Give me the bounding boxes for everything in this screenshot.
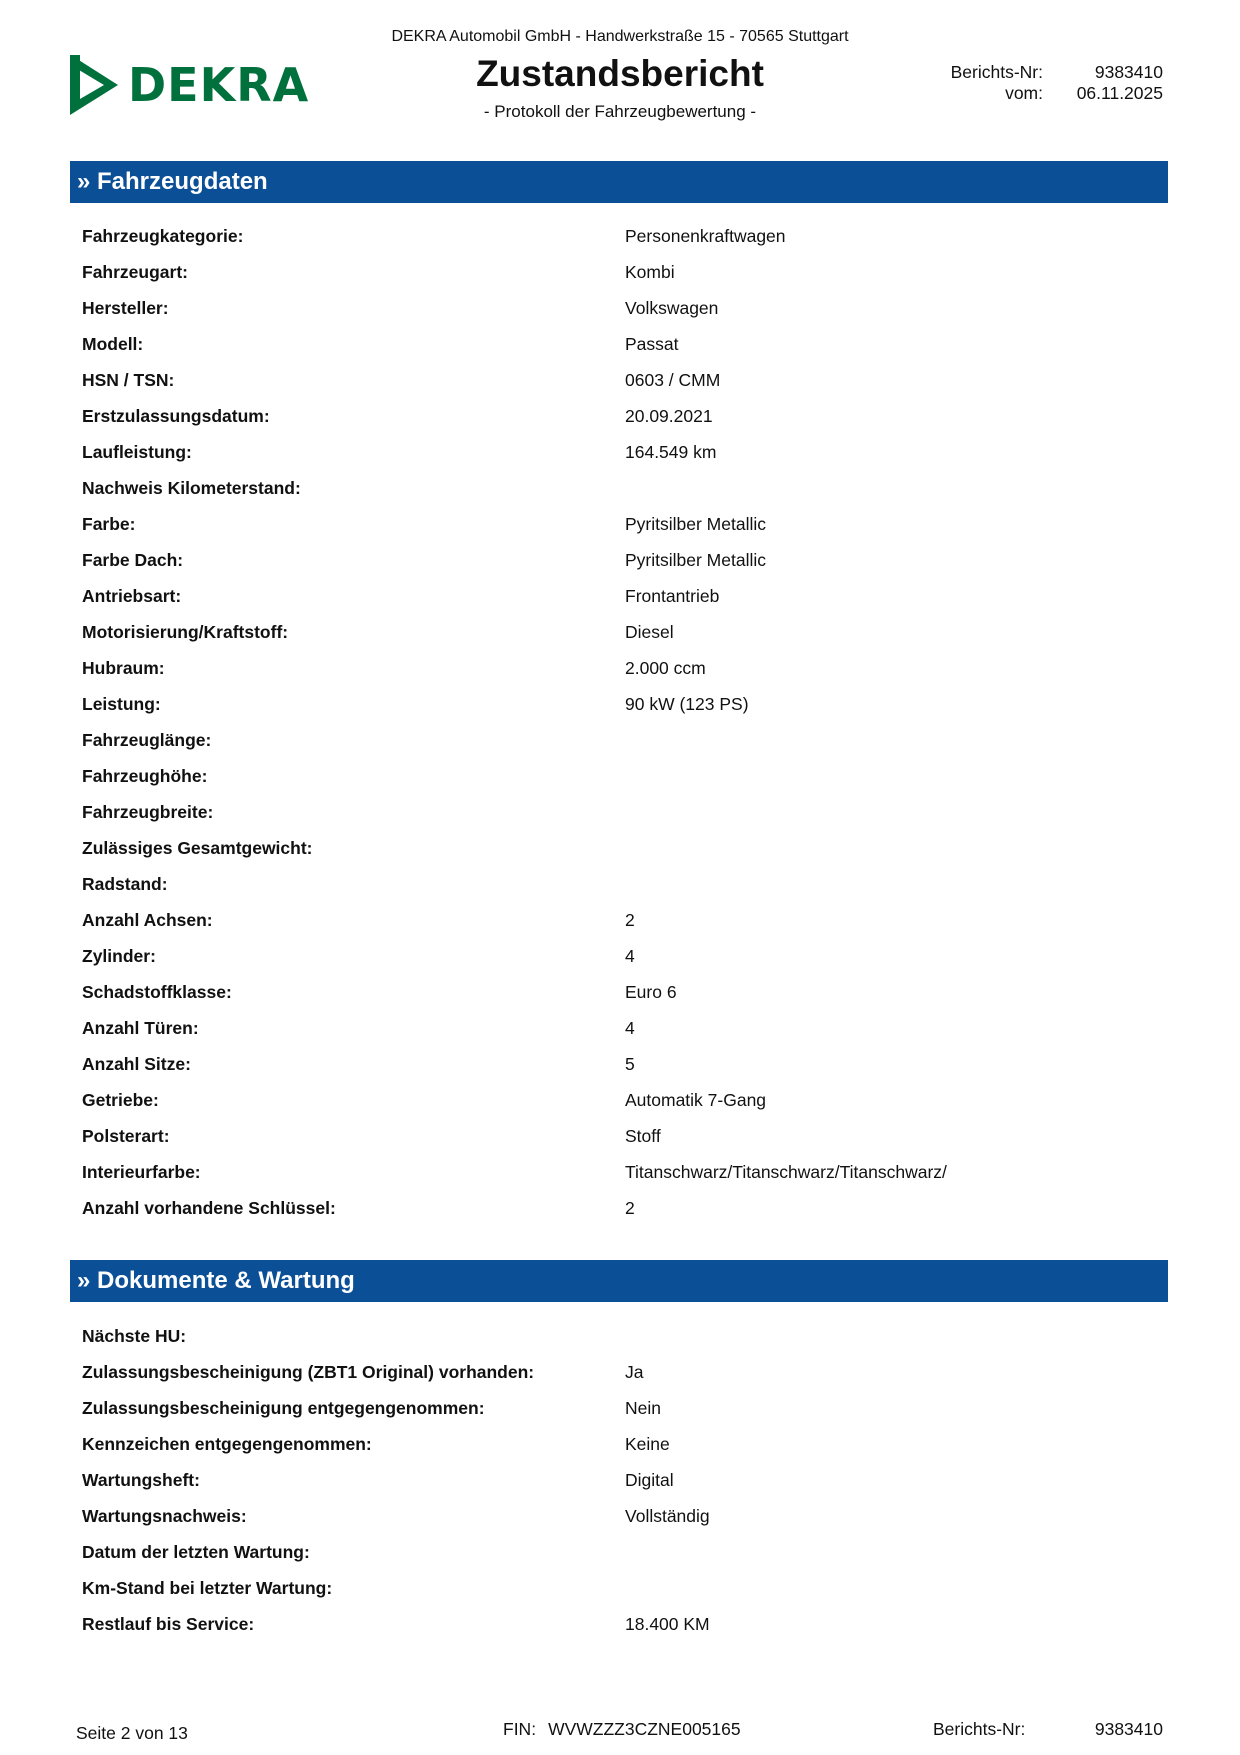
- field-label: Schadstoffklasse:: [82, 982, 232, 1002]
- field-value: 4: [625, 946, 635, 966]
- data-row: [82, 650, 1162, 686]
- field-label: Restlauf bis Service:: [82, 1614, 255, 1634]
- fin-label: FIN:: [503, 1719, 537, 1739]
- data-row: [82, 1046, 1162, 1082]
- field-value: 20.09.2021: [625, 406, 713, 426]
- data-row: [82, 1190, 1162, 1226]
- field-value: 18.400 KM: [625, 1614, 710, 1634]
- data-row: [82, 1534, 1162, 1570]
- data-row: [82, 866, 1162, 902]
- fin-value: WVWZZZ3CZNE005165: [548, 1719, 741, 1739]
- data-row: [82, 1118, 1162, 1154]
- field-value: Nein: [625, 1398, 661, 1418]
- field-value: Pyritsilber Metallic: [625, 514, 766, 534]
- data-row: [82, 1318, 1162, 1354]
- field-label: Kennzeichen entgegengenommen:: [82, 1434, 372, 1454]
- field-value: Stoff: [625, 1126, 661, 1146]
- field-label: Fahrzeugbreite:: [82, 802, 214, 822]
- vehicle-data-list: [82, 218, 1162, 1226]
- field-value: 2.000 ccm: [625, 658, 706, 678]
- data-row: [82, 398, 1162, 434]
- field-label: Radstand:: [82, 874, 168, 894]
- data-row: [82, 794, 1162, 830]
- field-value: 164.549 km: [625, 442, 717, 462]
- field-label: Wartungsheft:: [82, 1470, 200, 1490]
- logo-text: DEKRA: [128, 58, 310, 112]
- data-row: [82, 1082, 1162, 1118]
- report-date: 06.11.2025: [1076, 83, 1163, 103]
- data-row: [82, 434, 1162, 470]
- report-no-label: Berichts-Nr:: [950, 62, 1043, 82]
- field-label: Farbe:: [82, 514, 136, 534]
- field-label: Hubraum:: [82, 658, 165, 678]
- fin: [503, 1719, 741, 1740]
- field-value: Keine: [625, 1434, 670, 1454]
- data-row: [82, 614, 1162, 650]
- field-value: Pyritsilber Metallic: [625, 550, 766, 570]
- field-label: Datum der letzten Wartung:: [82, 1542, 310, 1562]
- page-number: Seite 2 von 13: [76, 1723, 188, 1743]
- field-value: Titanschwarz/Titanschwarz/Titanschwarz/: [625, 1162, 947, 1182]
- field-value: 5: [625, 1054, 635, 1074]
- data-row: [82, 1426, 1162, 1462]
- data-row: [82, 254, 1162, 290]
- data-row: [82, 1154, 1162, 1190]
- field-label: Interieurfarbe:: [82, 1162, 201, 1182]
- field-label: Zylinder:: [82, 946, 156, 966]
- field-label: Laufleistung:: [82, 442, 192, 462]
- field-label: Nachweis Kilometerstand:: [82, 478, 301, 498]
- data-row: [82, 722, 1162, 758]
- field-label: Erstzulassungsdatum:: [82, 406, 270, 426]
- data-row: [82, 506, 1162, 542]
- data-row: [82, 1010, 1162, 1046]
- section-header-dokumente-wartung: » Dokumente & Wartung: [70, 1260, 1168, 1302]
- field-value: Passat: [625, 334, 679, 354]
- field-value: Diesel: [625, 622, 674, 642]
- field-label: Anzahl Türen:: [82, 1018, 199, 1038]
- documents-maintenance-list: [82, 1318, 1162, 1642]
- field-label: Anzahl vorhandene Schlüssel:: [82, 1198, 336, 1218]
- field-value: 2: [625, 1198, 635, 1218]
- data-row: [82, 938, 1162, 974]
- field-label: Fahrzeugkategorie:: [82, 226, 244, 246]
- field-value: 0603 / CMM: [625, 370, 721, 390]
- data-row: [82, 326, 1162, 362]
- field-value: Automatik 7-Gang: [625, 1090, 767, 1110]
- field-value: 90 kW (123 PS): [625, 694, 749, 714]
- data-row: [82, 1354, 1162, 1390]
- field-label: Fahrzeugart:: [82, 262, 188, 282]
- data-row: [82, 1498, 1162, 1534]
- field-label: Getriebe:: [82, 1090, 159, 1110]
- field-label: Leistung:: [82, 694, 161, 714]
- data-row: [82, 362, 1162, 398]
- field-value: Volkswagen: [625, 298, 719, 318]
- data-row: [82, 686, 1162, 722]
- field-label: Km-Stand bei letzter Wartung:: [82, 1578, 333, 1598]
- field-value: Euro 6: [625, 982, 677, 1002]
- data-row: [82, 578, 1162, 614]
- footer-report-no-label: Berichts-Nr:: [933, 1719, 1026, 1739]
- field-value: Ja: [625, 1362, 644, 1382]
- report-no: 9383410: [1094, 62, 1163, 82]
- field-label: Anzahl Achsen:: [82, 910, 213, 930]
- footer-report-no: [933, 1719, 1163, 1740]
- data-row: [82, 1390, 1162, 1426]
- field-value: Digital: [625, 1470, 674, 1490]
- page-subtitle: - Protokoll der Fahrzeugbewertung -: [483, 102, 757, 121]
- field-label: Zulassungsbescheinigung entgegengenommen:: [82, 1398, 485, 1418]
- field-label: Modell:: [82, 334, 144, 354]
- page-title: Zustandsbericht: [476, 53, 764, 94]
- data-row: [82, 1570, 1162, 1606]
- data-row: [82, 218, 1162, 254]
- field-label: Hersteller:: [82, 298, 169, 318]
- field-label: Motorisierung/Kraftstoff:: [82, 622, 289, 642]
- field-label: Antriebsart:: [82, 586, 182, 606]
- data-row: [82, 1606, 1162, 1642]
- field-value: 2: [625, 910, 635, 930]
- data-row: [82, 974, 1162, 1010]
- field-value: Vollständig: [625, 1506, 710, 1526]
- field-label: Zulassungsbescheinigung (ZBT1 Original) vorhanden:: [82, 1362, 535, 1382]
- field-label: Anzahl Sitze:: [82, 1054, 191, 1074]
- footer-report-no-value: 9383410: [1094, 1719, 1163, 1739]
- field-label: Farbe Dach:: [82, 550, 184, 570]
- data-row: [82, 1462, 1162, 1498]
- field-value: 4: [625, 1018, 635, 1038]
- company-line: DEKRA Automobil GmbH - Handwerkstraße 15 - 70565 Stuttgart: [391, 28, 849, 45]
- field-value: Personenkraftwagen: [625, 226, 786, 246]
- field-value: Kombi: [625, 262, 675, 282]
- field-label: Nächste HU:: [82, 1326, 187, 1346]
- field-label: Polsterart:: [82, 1126, 170, 1146]
- data-row: [82, 758, 1162, 794]
- section-header-fahrzeugdaten: » Fahrzeugdaten: [70, 161, 1168, 203]
- field-label: Fahrzeughöhe:: [82, 766, 208, 786]
- report-meta: [933, 62, 1163, 104]
- field-value: Frontantrieb: [625, 586, 720, 606]
- field-label: HSN / TSN:: [82, 370, 175, 390]
- field-label: Wartungsnachweis:: [82, 1506, 247, 1526]
- data-row: [82, 902, 1162, 938]
- data-row: [82, 830, 1162, 866]
- field-label: Fahrzeuglänge:: [82, 730, 212, 750]
- data-row: [82, 470, 1162, 506]
- data-row: [82, 542, 1162, 578]
- report-date-label: vom:: [1005, 83, 1043, 103]
- field-label: Zulässiges Gesamtgewicht:: [82, 838, 313, 858]
- data-row: [82, 290, 1162, 326]
